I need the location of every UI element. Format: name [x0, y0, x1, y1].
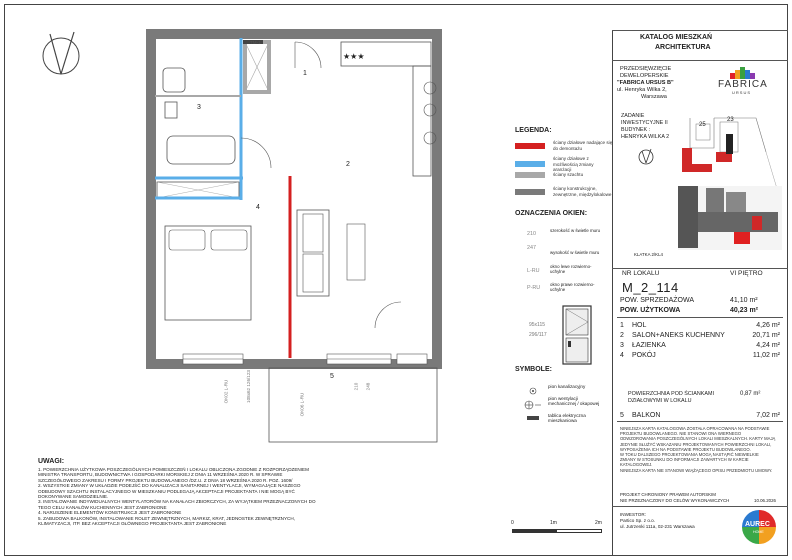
window-sample-size: 296/117: [529, 332, 547, 338]
window-size-label: 108x62 126/123: [245, 370, 251, 403]
windows-title: OZNACZENIA OKIEN:: [515, 210, 588, 217]
staircase-label: KLATKA 2/KL4: [634, 252, 663, 257]
divider: [617, 317, 783, 318]
electrical-panel-icon: [527, 416, 539, 420]
investor-label: INWESTOR:: [620, 512, 646, 517]
unit-floor: VI PIĘTRO: [730, 270, 763, 277]
legend-item: ściany działowe nadające się do demontażu: [515, 140, 613, 151]
door-height-label: 248: [365, 382, 371, 391]
logo-subtext: URSUS: [732, 90, 752, 95]
catalog-subtitle: ARCHITEKTURA: [655, 44, 711, 51]
project-label: PRZEDSIĘWZIĘCIE: [620, 66, 672, 72]
task-label: INWESTYCYJNE II: [621, 120, 668, 126]
room-label-2: 2: [346, 161, 350, 168]
task-label: ZADANIE: [621, 113, 645, 119]
legend-item: ściany konstrukcyjne, zewnętrzne, międzylokalowe: [515, 186, 613, 197]
ventilation-icon: [524, 397, 542, 415]
symbol-label: pion wentylacji mechanicznej / okapowej: [548, 396, 600, 406]
window-label: OK06 L-RU: [299, 392, 305, 417]
symbols-title: SYMBOLE:: [515, 366, 552, 373]
window-code: 247: [527, 245, 536, 251]
project-address: ul. Henryka Wilka 2,: [617, 87, 667, 93]
notes-title: UWAGI:: [38, 458, 65, 465]
task-label: BUDYNEK :: [621, 127, 651, 133]
window-legend-text: okno prawe rozwierno-uchylne: [550, 282, 595, 292]
sale-area-value: 41,10 m²: [730, 297, 758, 304]
window-sample-size: 95x115: [529, 322, 546, 328]
legend-item: ściany szachtu: [515, 172, 613, 178]
copyright-text: PROJEKT CHRONIONY PRAWEM AUTORSKIM: [620, 492, 716, 497]
divider: [617, 421, 783, 422]
legend-title: LEGENDA:: [515, 127, 552, 134]
aurec-logo: [742, 510, 776, 544]
building-number: 25: [699, 122, 706, 128]
logo-text: AUREC: [745, 521, 770, 528]
unit-id: M_2_114: [622, 280, 679, 295]
divider: [612, 30, 788, 31]
divider: [612, 268, 788, 269]
column-divider: [612, 30, 613, 556]
project-city: Warszawa: [641, 94, 667, 100]
scale-label: 2m: [595, 520, 602, 526]
window-code: L-RU: [527, 268, 540, 274]
fabrica-logo: [718, 66, 766, 96]
room-row: 1 HOL 4,26 m²: [620, 321, 780, 329]
investor-name: Partico Sp. z o.o.: [620, 518, 655, 523]
divider: [612, 506, 788, 507]
window-code: 210: [527, 231, 536, 237]
scale-label: 1m: [550, 520, 557, 526]
window-label: OK02 L-RU: [223, 379, 229, 404]
catalog-title: KATALOG MIESZKAŃ: [640, 34, 713, 41]
room-row: 3 ŁAZIENKA 4,24 m²: [620, 341, 780, 349]
rooms-table: [620, 320, 780, 360]
window-legend-text: okno lewe rozwierno-uchylne: [550, 264, 592, 274]
date: 10.06.2026: [754, 498, 776, 503]
window-code: P-RU: [527, 285, 541, 291]
divider: [612, 60, 788, 61]
stove-icon: ★★★: [343, 52, 365, 61]
logo-text: FABRICA: [718, 79, 768, 90]
room-label-1: 1: [303, 70, 307, 77]
walls-area-value: 0,87 m²: [740, 391, 761, 397]
sale-area-label: POW. SPRZEDAŻOWA: [620, 297, 695, 304]
room-row: 2 SALON+ANEKS KUCHENNY 20,71 m²: [620, 331, 780, 339]
electrical-panel-label: TM-1: [250, 40, 261, 45]
door-width-label: 210: [353, 382, 359, 391]
copyright-text: NIE PRZEZNACZONY DO CELÓW WYKONAWCZYCH: [620, 498, 730, 503]
scale-bar: [512, 529, 602, 533]
room-row: 4 POKÓJ 11,02 m²: [620, 351, 780, 359]
site-plan-map: [616, 112, 784, 262]
room-label-3: 3: [197, 104, 201, 111]
unit-number-label: NR LOKALU: [622, 270, 660, 277]
symbol-label: pion kanalizacyjny: [548, 384, 586, 389]
usable-area-label: POW. UŻYTKOWA: [620, 307, 681, 314]
project-label: DEWELOPERSKIE: [620, 73, 669, 79]
building-number: 23: [727, 117, 734, 123]
window-legend-text: wysokość w świetle muru: [550, 250, 600, 255]
disclaimer-text: NINIEJSZA KARTA KATALOGOWA ZOSTAŁA OPRACOWANA NA PODSTAWIE PROJEKTU BUDOWLANEGO. NIE STANOWI ONA WIERNEGO ODWZOROWANIA POSZCZEGÓLNYCH LOKALI MIESZKALNYCH. KARTY MAJĄ JEDYNIE SŁUŻYĆ WSKAZANIU PROJEKTOWANYCH POWIERZCHNI LOKALI, WYPOSAŻENIA ICH NA PODSTAWIE PROJEKTU BUDOWLANEGO. W TOKU DALSZEGO PROJEKTOWANIA MOGĄ NASTĄPIĆ NIEWIELKIE ZMIANY W STOSUNKU DO INFORMACJI ZAWARTYCH W KARCIE KATALOGOWEJ. NINIEJSZA KARTA NIE STANOWI WIĄŻĄCEGO OPISU PRZEDMIOTU UMOWY.: [620, 426, 776, 473]
investor-address: ul. Jutrzenki 111a, 02-231 Warszawa: [620, 524, 695, 529]
legend-item: ściany działowe z możliwością zmiany aranżacji: [515, 156, 613, 173]
balcony-row: 5 BALKON 7,02 m²: [620, 411, 780, 419]
logo-subtext: HOME: [753, 530, 764, 534]
task-label: HENRYKA WILKA 2: [621, 134, 670, 140]
notes-list: 1. POWIERZCHNIA UŻYTKOWA POSZCZEGÓLNYCH POMIESZCZEŃ I LOKALU OBLICZONA ZGODNIE Z ROZPORZĄDZENIEM MINISTRA TRANSPORTU, BUDOWNICTWA I GOSPODARKI MORSKIEJ Z DNIA 11 WRZEŚNIA 2020 R. W SPRAWIE SZCZEGÓŁOWEGO ZAKRESU I FORMY PROJEKTU BUDOWLANEGO /DZ.U. Z DNIA 18 WRZEŚNIA 2020 R. POZ. 1609/ 2. WSZYSTKIE ZMIANY W UKŁADZIE PODEJŚĆ DO KANALIZACJI SANITARNEJ I WENTYLACJI, WYMAGAJĄCE NASZEGO ODBUDOWY SZACHTU INSTALACYJNEGO W MIESZKANIU PODLEGAJĄ AKCEPTACJI PROJEKTANTA I NIE MOGĄ BYĆ DOKONYWANE SAMODZIELNIE. 3. INSTALOWANIE INDYWIDUALNYCH WENTYLATORÓW NA KANAŁACH ZBIORCZYCH, ZA WYJĄTKIEM PRZEZNACZONYCH DO TEGO CELU KANAŁÓW KUCHENNYCH JEST ZABRONIONE 4. NARUSZENIE ELEMENTÓW KONSTRUKCJI JEST ZABRONIONE 5. ZABUDOWA BALKONÓW, INSTALOWANIE ROLET ZEWNĘTRZNYCH, MARKIZ, KRAT, JEDNOSTEK ZEWNĘTRZNYCH, KLIMATYZACJI, ITP. BEZ AKCEPTACJI GŁÓWNEGO PROJEKTANTA JEST ZABRONIONE: [38, 467, 316, 527]
north-arrow-icon: [40, 30, 82, 83]
room-label-5: 5: [330, 373, 334, 380]
window-sample-icon: [562, 305, 592, 365]
usable-area-value: 40,23 m²: [730, 307, 759, 314]
window-legend-text: szerokość w świetle muru: [550, 228, 601, 233]
floor-plan: [145, 28, 465, 448]
symbol-label: tablica elektryczna mieszkaniowa: [548, 413, 586, 423]
room-label-4: 4: [256, 204, 260, 211]
scale-label: 0: [511, 520, 514, 526]
project-name: "FABRICA URSUS B": [617, 80, 674, 86]
walls-area-label: POWIERZCHNIA POD ŚCIANKAMI: [628, 391, 714, 397]
walls-area-label: DZIAŁOWYMI W LOKALU: [628, 398, 692, 404]
